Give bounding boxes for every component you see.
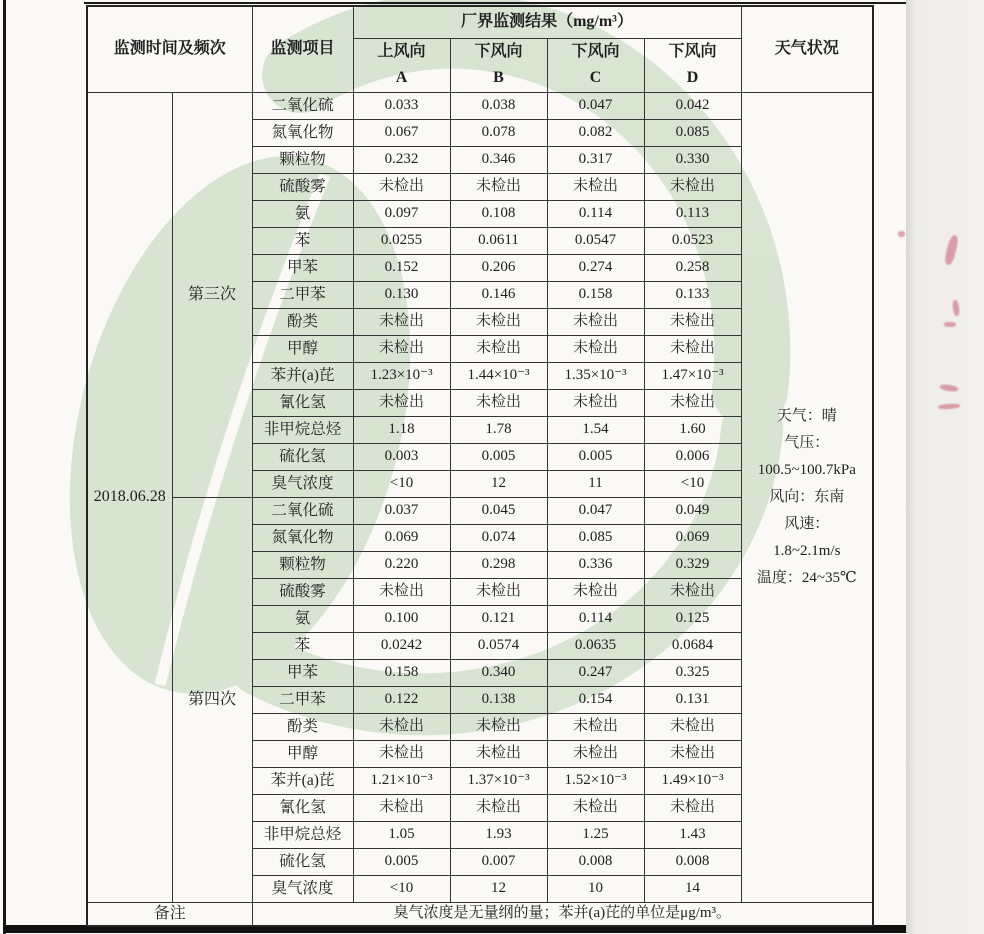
value-cell: 1.25 <box>547 821 644 848</box>
value-cell: 0.130 <box>353 281 450 308</box>
item-name: 苯 <box>252 227 353 254</box>
value-cell: 0.100 <box>353 605 450 632</box>
item-name: 二氧化硫 <box>252 92 353 119</box>
value-cell: 1.05 <box>353 821 450 848</box>
value-cell: 0.138 <box>450 686 547 713</box>
value-cell: 10 <box>547 875 644 902</box>
value-cell: 0.0255 <box>353 227 450 254</box>
date-cell: 2018.06.28 <box>87 92 172 902</box>
value-cell: 0.0523 <box>644 227 741 254</box>
item-name: 颗粒物 <box>252 146 353 173</box>
value-cell: 0.346 <box>450 146 547 173</box>
item-name: 氮氧化物 <box>252 119 353 146</box>
header-item: 监测项目 <box>252 6 353 92</box>
value-cell: 0.037 <box>353 497 450 524</box>
item-name: 氰化氢 <box>252 389 353 416</box>
value-cell: 未检出 <box>450 794 547 821</box>
value-cell: 0.108 <box>450 200 547 227</box>
value-cell: 未检出 <box>547 794 644 821</box>
value-cell: 未检出 <box>353 578 450 605</box>
value-cell: 0.122 <box>353 686 450 713</box>
value-cell: 1.44×10⁻³ <box>450 362 547 389</box>
page-right-margin <box>906 0 984 934</box>
remark-label: 备注 <box>87 902 252 926</box>
value-cell: 0.247 <box>547 659 644 686</box>
value-cell: 0.047 <box>547 497 644 524</box>
value-cell: 0.005 <box>353 848 450 875</box>
item-name: 臭气浓度 <box>252 470 353 497</box>
value-cell: 11 <box>547 470 644 497</box>
item-name: 颗粒物 <box>252 551 353 578</box>
value-cell: 未检出 <box>353 308 450 335</box>
value-cell: 0.085 <box>644 119 741 146</box>
remark-text: 臭气浓度是无量纲的量；苯并(a)芘的单位是μg/m³。 <box>252 902 873 926</box>
value-cell: 未检出 <box>547 389 644 416</box>
item-name: 甲苯 <box>252 254 353 281</box>
value-cell: 0.045 <box>450 497 547 524</box>
value-cell: 0.125 <box>644 605 741 632</box>
value-cell: 未检出 <box>547 713 644 740</box>
value-cell: 0.133 <box>644 281 741 308</box>
header-column-downwind-c <box>547 38 644 92</box>
value-cell: 未检出 <box>353 335 450 362</box>
value-cell: 0.074 <box>450 524 547 551</box>
value-cell: 未检出 <box>450 578 547 605</box>
header-time-frequency: 监测时间及频次 <box>87 6 252 92</box>
weather-line: 天气：晴 <box>776 407 837 424</box>
value-cell: 0.008 <box>547 848 644 875</box>
value-cell: 1.47×10⁻³ <box>644 362 741 389</box>
weather-line: 风向：东南 <box>769 488 845 505</box>
value-cell: 0.336 <box>547 551 644 578</box>
value-cell: 0.082 <box>547 119 644 146</box>
value-cell: 未检出 <box>450 308 547 335</box>
value-cell: 0.146 <box>450 281 547 308</box>
value-cell: 0.067 <box>353 119 450 146</box>
value-cell: 1.37×10⁻³ <box>450 767 547 794</box>
value-cell: 未检出 <box>547 308 644 335</box>
item-name: 氨 <box>252 200 353 227</box>
value-cell: 0.232 <box>353 146 450 173</box>
header-results-group: 厂界监测结果（mg/m³） <box>353 6 741 38</box>
value-cell: 0.274 <box>547 254 644 281</box>
value-cell: 未检出 <box>644 740 741 767</box>
value-cell: 0.005 <box>547 443 644 470</box>
value-cell: 0.113 <box>644 200 741 227</box>
value-cell: 0.042 <box>644 92 741 119</box>
wind-direction-label: 下风向 <box>571 43 620 60</box>
item-name: 苯 <box>252 632 353 659</box>
wind-direction-label: 上风向 <box>377 43 426 60</box>
value-cell: 0.340 <box>450 659 547 686</box>
value-cell: 0.206 <box>450 254 547 281</box>
item-name: 二甲苯 <box>252 686 353 713</box>
value-cell: 12 <box>450 470 547 497</box>
item-name: 酚类 <box>252 713 353 740</box>
item-name: 氰化氢 <box>252 794 353 821</box>
value-cell: 14 <box>644 875 741 902</box>
item-name: 甲苯 <box>252 659 353 686</box>
value-cell: 未检出 <box>450 173 547 200</box>
value-cell: 0.003 <box>353 443 450 470</box>
item-name: 酚类 <box>252 308 353 335</box>
item-name: 氨 <box>252 605 353 632</box>
value-cell: 1.49×10⁻³ <box>644 767 741 794</box>
value-cell: <10 <box>353 875 450 902</box>
value-cell: 0.0684 <box>644 632 741 659</box>
stamp-fragment <box>898 231 905 237</box>
value-cell: 0.0611 <box>450 227 547 254</box>
value-cell: 未检出 <box>547 578 644 605</box>
item-name: 二氧化硫 <box>252 497 353 524</box>
value-cell: 1.78 <box>450 416 547 443</box>
item-name: 甲醇 <box>252 335 353 362</box>
header-column-downwind-b <box>450 38 547 92</box>
value-cell: 未检出 <box>353 794 450 821</box>
value-cell: 未检出 <box>353 389 450 416</box>
weather-line: 1.8~2.1m/s <box>773 542 841 559</box>
value-cell: 未检出 <box>644 173 741 200</box>
value-cell: 0.325 <box>644 659 741 686</box>
point-label: A <box>395 69 408 86</box>
value-cell: 0.131 <box>644 686 741 713</box>
value-cell: 0.114 <box>547 200 644 227</box>
value-cell: 0.0574 <box>450 632 547 659</box>
value-cell: 未检出 <box>644 713 741 740</box>
value-cell: 0.038 <box>450 92 547 119</box>
value-cell: 0.317 <box>547 146 644 173</box>
value-cell: 未检出 <box>547 335 644 362</box>
item-name: 非甲烷总烃 <box>252 821 353 848</box>
value-cell: 12 <box>450 875 547 902</box>
value-cell: 未检出 <box>644 389 741 416</box>
weather-panel <box>741 92 873 902</box>
value-cell: 1.23×10⁻³ <box>353 362 450 389</box>
header-column-downwind-d <box>644 38 741 92</box>
page-edge-top <box>84 2 906 4</box>
batch-label: 第三次 <box>172 92 252 497</box>
value-cell: 0.258 <box>644 254 741 281</box>
wind-direction-label: 下风向 <box>474 43 523 60</box>
item-name: 苯并(a)芘 <box>252 362 353 389</box>
batch-label: 第四次 <box>172 497 252 902</box>
value-cell: 未检出 <box>644 335 741 362</box>
value-cell: 1.18 <box>353 416 450 443</box>
value-cell: 1.54 <box>547 416 644 443</box>
value-cell: 未检出 <box>644 794 741 821</box>
value-cell: 1.43 <box>644 821 741 848</box>
item-name: 甲醇 <box>252 740 353 767</box>
value-cell: 0.047 <box>547 92 644 119</box>
value-cell: 0.121 <box>450 605 547 632</box>
value-cell: 未检出 <box>450 740 547 767</box>
weather-line: 温度：24~35℃ <box>756 569 857 586</box>
value-cell: 0.033 <box>353 92 450 119</box>
value-cell: 未检出 <box>644 308 741 335</box>
item-name: 苯并(a)芘 <box>252 767 353 794</box>
item-name: 氮氧化物 <box>252 524 353 551</box>
value-cell: 0.078 <box>450 119 547 146</box>
value-cell: <10 <box>353 470 450 497</box>
value-cell: 未检出 <box>353 740 450 767</box>
header-column-upwind-a <box>353 38 450 92</box>
value-cell: 0.152 <box>353 254 450 281</box>
value-cell: 0.329 <box>644 551 741 578</box>
point-label: C <box>589 69 602 86</box>
header-weather: 天气状况 <box>741 6 873 92</box>
value-cell: 未检出 <box>450 389 547 416</box>
wind-direction-label: 下风向 <box>668 43 717 60</box>
value-cell: 0.006 <box>644 443 741 470</box>
value-cell: <10 <box>644 470 741 497</box>
value-cell: 0.0242 <box>353 632 450 659</box>
page-edge-left <box>3 0 6 934</box>
weather-line: 风速： <box>784 515 830 532</box>
value-cell: 0.069 <box>353 524 450 551</box>
value-cell: 未检出 <box>644 578 741 605</box>
value-cell: 0.0635 <box>547 632 644 659</box>
weather-line: 100.5~100.7kPa <box>757 461 856 478</box>
value-cell: 0.097 <box>353 200 450 227</box>
value-cell: 0.085 <box>547 524 644 551</box>
point-label: D <box>686 69 699 86</box>
weather-line: 气压： <box>784 434 830 451</box>
monitoring-table <box>86 5 874 927</box>
item-name: 二甲苯 <box>252 281 353 308</box>
value-cell: 1.60 <box>644 416 741 443</box>
item-name: 硫化氢 <box>252 443 353 470</box>
value-cell: 未检出 <box>547 173 644 200</box>
item-name: 硫酸雾 <box>252 173 353 200</box>
table-row <box>87 92 873 119</box>
value-cell: 0.008 <box>644 848 741 875</box>
value-cell: 0.158 <box>547 281 644 308</box>
item-name: 臭气浓度 <box>252 875 353 902</box>
value-cell: 未检出 <box>547 740 644 767</box>
item-name: 非甲烷总烃 <box>252 416 353 443</box>
value-cell: 0.330 <box>644 146 741 173</box>
value-cell: 0.158 <box>353 659 450 686</box>
value-cell: 0.114 <box>547 605 644 632</box>
value-cell: 1.93 <box>450 821 547 848</box>
value-cell: 未检出 <box>450 335 547 362</box>
value-cell: 1.52×10⁻³ <box>547 767 644 794</box>
value-cell: 0.007 <box>450 848 547 875</box>
value-cell: 1.35×10⁻³ <box>547 362 644 389</box>
item-name: 硫化氢 <box>252 848 353 875</box>
value-cell: 0.0547 <box>547 227 644 254</box>
value-cell: 未检出 <box>353 173 450 200</box>
point-label: B <box>493 69 504 86</box>
value-cell: 1.21×10⁻³ <box>353 767 450 794</box>
value-cell: 未检出 <box>353 713 450 740</box>
stamp-fragment <box>944 322 956 327</box>
value-cell: 0.069 <box>644 524 741 551</box>
value-cell: 0.220 <box>353 551 450 578</box>
item-name: 硫酸雾 <box>252 578 353 605</box>
value-cell: 未检出 <box>450 713 547 740</box>
value-cell: 0.298 <box>450 551 547 578</box>
value-cell: 0.154 <box>547 686 644 713</box>
value-cell: 0.005 <box>450 443 547 470</box>
value-cell: 0.049 <box>644 497 741 524</box>
